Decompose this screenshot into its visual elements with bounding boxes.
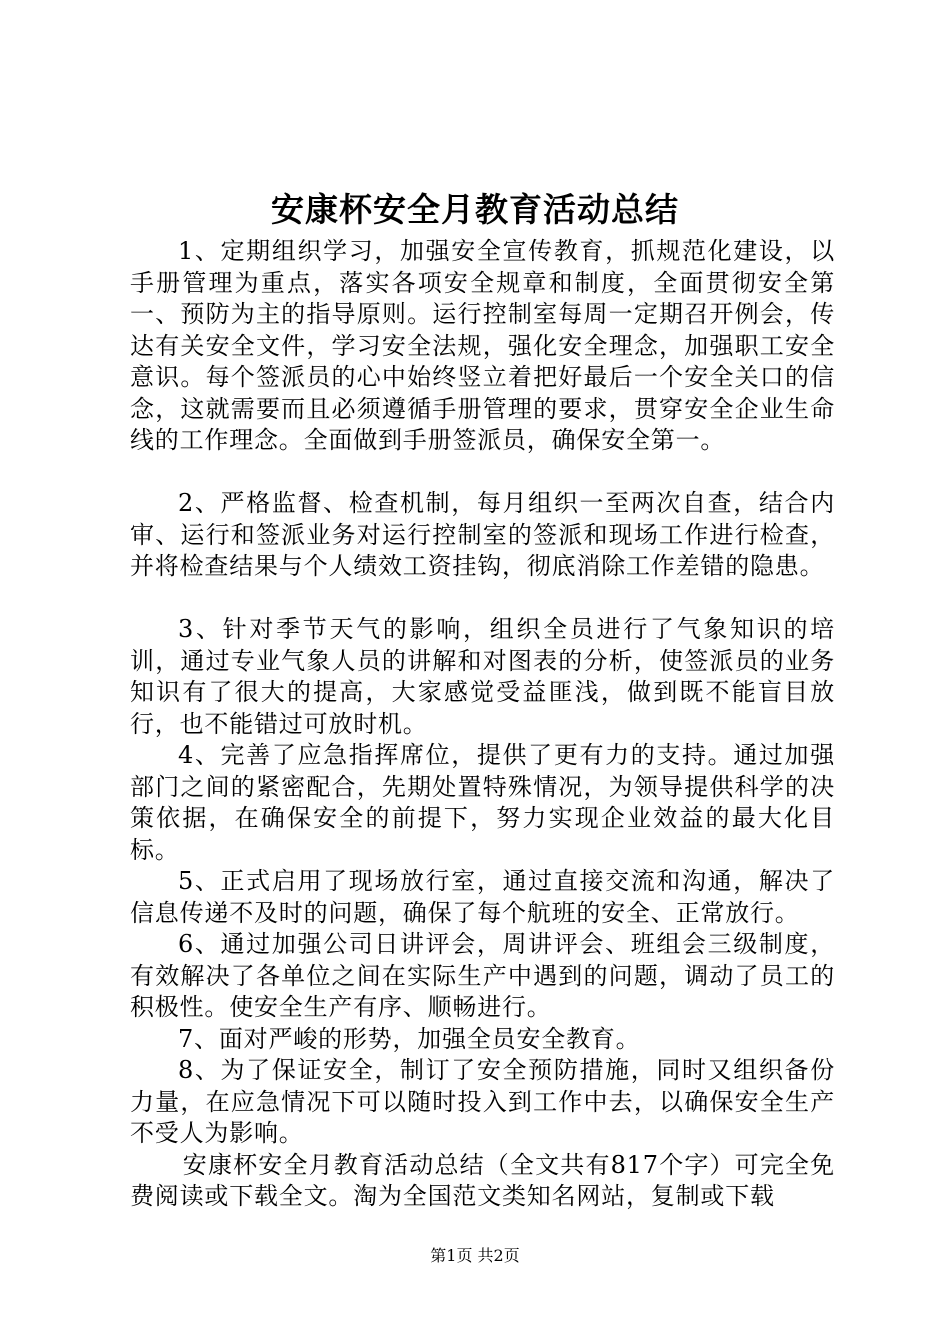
paragraph-3: 3、针对季节天气的影响，组织全员进行了气象知识的培训，通过专业气象人员的讲解和对图表的分析，使签派员的业务知识有了很大的提高，大家感觉受益匪浅，做到既不能盲目放行，也不能错过可放时机。 — [130, 615, 835, 738]
paragraph-6: 6、通过加强公司日讲评会，周讲评会、班组会三级制度，有效解决了各单位之间在实际生产中遇到的问题，调动了员工的积极性。使安全生产有序、顺畅进行。 — [130, 930, 835, 1021]
paragraph-7: 7、面对严峻的形势，加强全员安全教育。 — [178, 1024, 641, 1053]
document-title: 安康杯安全月教育活动总结 — [271, 190, 679, 229]
paragraph-5: 5、正式启用了现场放行室，通过直接交流和沟通，解决了信息传递不及时的问题，确保了每个航班的安全、正常放行。 — [130, 867, 835, 927]
paragraph-1: 1、定期组织学习，加强安全宣传教育，抓规范化建设，以手册管理为重点，落实各项安全规章和制度，全面贯彻安全第一、预防为主的指导原则。运行控制室每周一定期召开例会，传达有关安全文件，学习安全法规，强化安全理念，加强职工安全意识。每个签派员的心中始终竖立着把好最后一个安全关口的信念，这就需要而且必须遵循手册管理的要求，贯穿安全企业生命线的工作理念。全面做到手册签派员，确保安全第一。 — [130, 237, 835, 454]
document-body — [130, 236, 835, 1213]
paragraph-8: 8、为了保证安全，制订了安全预防措施，同时又组织备份力量，在应急情况下可以随时投入到工作中去，以确保安全生产不受人为影响。 — [130, 1056, 835, 1147]
paragraph-4: 4、完善了应急指挥席位，提供了更有力的支持。通过加强部门之间的紧密配合，先期处置特殊情况，为领导提供科学的决策依据，在确保安全的前提下，努力实现企业效益的最大化目标。 — [130, 741, 835, 864]
download-note: 安康杯安全月教育活动总结（全文共有817个字）可完全免费阅读或下载全文。淘为全国范文类知名网站，复制或下载 — [130, 1150, 835, 1210]
page-number: 第1页 共2页 — [430, 1246, 520, 1265]
paragraph-2: 2、严格监督、检查机制，每月组织一至两次自查，结合内审、运行和签派业务对运行控制室的签派和现场工作进行检查，并将检查结果与个人绩效工资挂钩，彻底消除工作差错的隐患。 — [130, 489, 835, 580]
